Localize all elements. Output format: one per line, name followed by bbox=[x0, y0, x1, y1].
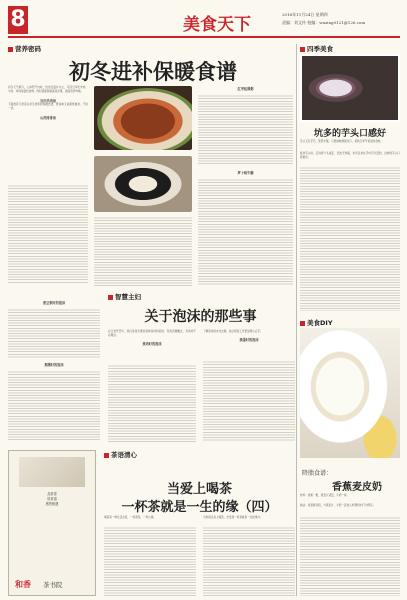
tea-paragraph: 当你真正爱上喝茶，会发现一杯茶就是一生的缘分。 bbox=[203, 516, 263, 519]
red-square-icon bbox=[104, 453, 109, 458]
dessert-paragraph: 材料：香蕉一根，燕麦片适量，牛奶一杯。 bbox=[300, 494, 350, 497]
text-filler bbox=[8, 184, 88, 284]
foam-subhead: 熬粥时的泡沫 bbox=[44, 363, 64, 367]
tea-section bbox=[8, 450, 295, 596]
page-header bbox=[0, 0, 407, 42]
foam-paragraph: 了解泡沫的来龙去脉，能让厨房工作更加得心应手。 bbox=[203, 330, 263, 333]
recipe-name: 萝卜炖牛腩 bbox=[237, 171, 254, 175]
food-photo-dish bbox=[94, 156, 192, 212]
red-square-icon bbox=[108, 295, 113, 300]
foam-subhead: 蒸蛋时的泡沫 bbox=[239, 338, 259, 343]
text-filler bbox=[198, 178, 293, 286]
tea-ad-line: 悟茶道 bbox=[47, 497, 57, 501]
tea-ad-brand: 和香 bbox=[15, 579, 31, 589]
taro-paragraph: 芋头又名芋艿，营养丰富，口感细软绵甜可口，是秋冬季节常见的食材。 bbox=[300, 140, 383, 143]
nutrition-col-1 bbox=[8, 86, 88, 286]
tea-col-1 bbox=[104, 516, 196, 596]
text-filler bbox=[104, 526, 196, 596]
dessert-section bbox=[300, 318, 400, 598]
taro-photo bbox=[300, 54, 400, 122]
section-label-tea bbox=[104, 450, 137, 459]
section-label-text: 营养密码 bbox=[15, 45, 41, 53]
header-rule bbox=[8, 36, 400, 38]
dessert-kicker: 降脂食谱： bbox=[302, 470, 333, 477]
headline-tea-2: 一杯茶就是一生的缘（四） bbox=[121, 500, 278, 515]
recipe-name: 当归羊肉汤 bbox=[40, 99, 56, 104]
tea-ad-line: 品茶香 bbox=[47, 492, 57, 496]
tea-ad-image bbox=[19, 457, 85, 487]
text-filler bbox=[203, 526, 295, 596]
nutrition-intro: 初冬天气渐冷，人体阳气内收，饮食宜温补为主，可适当多吃羊肉、牛肉、鸡肉等温热食物，同时搭配新鲜蔬菜水果，做到营养均衡。 bbox=[8, 86, 88, 94]
foam-col-3 bbox=[203, 330, 295, 442]
right-section bbox=[300, 44, 400, 314]
text-filler bbox=[8, 370, 100, 440]
headline-foam: 关于泡沫的那些事 bbox=[144, 309, 257, 325]
text-filler bbox=[8, 308, 100, 358]
text-filler bbox=[300, 166, 400, 311]
tea-paragraph: 喝茶是一种生活态度，一杯清茶，一份心境。 bbox=[104, 516, 156, 519]
nutrition-col-3 bbox=[198, 86, 293, 286]
header-date: 2016年11月24日 星期四 bbox=[282, 12, 328, 17]
dessert-paragraph: 做法：将香蕉切段，与燕麦片、牛奶一起放入料理机中打匀即可。 bbox=[300, 504, 376, 507]
section-label-diy bbox=[300, 318, 333, 327]
headline-banana: 香蕉麦皮奶 bbox=[332, 482, 382, 493]
foam-subhead: 煮肉时的泡沫 bbox=[142, 342, 162, 347]
section-label-seasonal bbox=[300, 44, 333, 53]
red-square-icon bbox=[8, 47, 13, 52]
banana-smoothie-photo bbox=[300, 328, 400, 458]
headline-winter: 初冬进补保暖食谱 bbox=[69, 59, 237, 84]
recipe-name: 山药排骨汤 bbox=[40, 116, 56, 121]
middle-section bbox=[8, 292, 295, 444]
text-filler bbox=[198, 94, 293, 166]
nutrition-paragraph: 下面推荐几款适合初冬食用的保暖食谱，既美味又能驱寒暖身，不妨一试。 bbox=[8, 103, 88, 111]
section-label-text: 美食DIY bbox=[307, 319, 333, 327]
tea-col-2 bbox=[203, 516, 295, 596]
section-label-nutrition bbox=[8, 44, 41, 53]
foam-subhead: 煮豆浆时的泡沫 bbox=[42, 301, 66, 305]
tea-ad-name: 茶书院 bbox=[43, 581, 63, 589]
foam-col-2 bbox=[108, 330, 196, 442]
red-square-icon bbox=[300, 47, 305, 52]
section-label-housewife bbox=[108, 292, 141, 301]
section-label-text: 四季美食 bbox=[307, 45, 333, 53]
text-filler bbox=[203, 360, 295, 442]
taro-paragraph: 挑选芋头时，应选择个头端正、表皮无伤痕、坑多且拿在手中有分量的，这样的芋头口感更好。 bbox=[300, 152, 400, 160]
header-title: 美食天下 bbox=[183, 15, 251, 35]
headline-taro: 坑多的芋头口感好 bbox=[313, 129, 386, 139]
foam-paragraph: 在日常烹饪中，我们常常会遇到各种各样的泡沫，有的需要撇去，有的却不必理会。 bbox=[108, 330, 196, 338]
tea-ad-box bbox=[8, 450, 96, 596]
food-photo-stew bbox=[94, 86, 192, 150]
page-number-badge: 8 bbox=[8, 6, 28, 34]
text-filler bbox=[300, 516, 400, 596]
tea-ad-line: 感恩相遇 bbox=[45, 502, 59, 506]
text-filler bbox=[108, 364, 196, 442]
column-divider bbox=[296, 44, 297, 596]
red-square-icon bbox=[300, 321, 305, 326]
section-label-text: 智慧主妇 bbox=[115, 293, 141, 301]
foam-left-col bbox=[8, 292, 100, 442]
headline-tea-1: 当爱上喝茶 bbox=[166, 482, 232, 497]
left-section bbox=[8, 44, 295, 290]
section-label-text: 茶语清心 bbox=[111, 451, 137, 459]
nutrition-col-2-filler bbox=[94, 216, 192, 286]
header-editor: 责编：刘文传 校编：wazing0121@126.com bbox=[282, 20, 366, 25]
recipe-name: 红枣桂圆粥 bbox=[237, 87, 254, 91]
